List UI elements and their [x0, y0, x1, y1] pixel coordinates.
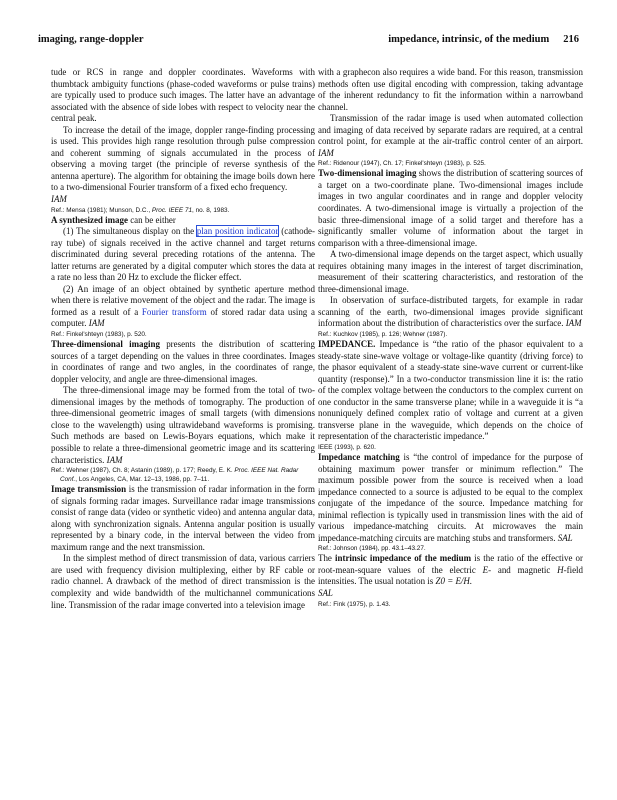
author-signature: IAM	[565, 318, 582, 329]
symbol-e: E	[482, 564, 489, 575]
entry-impedance	[318, 339, 583, 443]
author-signature: IAM	[51, 194, 67, 205]
reference-italic: Proc. IEEE 71	[151, 206, 193, 214]
reference-text: Ref.: Mensa (1981); Munson, D.C.,	[51, 206, 152, 214]
reference-line: Ref.: Fink (1975), p. 1.43.	[318, 600, 391, 608]
link-fourier-transform[interactable]: Fourier transform	[141, 306, 207, 317]
paragraph-text: (2) An image of an object obtained by synthetic aperture method when there is relative movement of the object and the radar. The image is formed as a result of a	[51, 283, 315, 317]
entry-text: is “the control of impedance for the purpose of obtaining maximum power transfer or minimum reflection.” The maximum possible power from the source is received when a load impedance connected to a source is adjusted to be equal to the complex conjugate of the impedance of the source. Impedance matching for minimal reflection is typically used in transmission lines with the aid of various impedance-matching circuits. At microwaves the main impedance-matching circuits are matching stubs and transformers.	[318, 451, 583, 543]
reference-line	[51, 206, 315, 215]
paragraph-text: In observation of surface-distributed targets, for example in radar scanning of the earth, two-dimensional images provide significant information about the distribution of characteristics over the surface.	[318, 295, 583, 329]
entry-text: - and magnetic	[488, 564, 558, 575]
paragraph-range-doppler-cont: tude or RCS in range and doppler coordinates. Waveforms with thumbtack ambiguity functions (phase-coded waveforms or pulse trains) are typically used to produce such images. The latter have an advantage associated with the absence of side lobes with respect to velocity near the central peak.	[51, 67, 315, 124]
paragraph-synthesized-1	[51, 226, 315, 284]
header-right-title: impedance, intrinsic, of the medium	[388, 34, 550, 45]
left-column	[51, 67, 315, 611]
entry-term: Two-dimensional imaging	[318, 168, 417, 179]
paragraph-text: To increase the detail of the image, doppler range-finding processing is used. This provides high range resolution through pulse compression and coherent summing of signals accumulated in the process of observing a moving target (the principle of reverse synthesis of the antenna aperture). The algorithm for obtaining the image boils down here to a two-dimensional Fourier transform of a fixed echo frequency.	[51, 124, 315, 193]
author-signature: SAL	[557, 532, 573, 543]
entry-text: The	[318, 553, 336, 564]
reference-line: Ref.: Ridenour (1947), Ch. 17; Finkel'shteyn (1983), p. 525.	[318, 160, 486, 168]
paragraph-image-transmission-2: In the simplest method of direct transmission of data, various carriers are used with frequency division multiplexing, either by RF cable or radio channel. A drawback of the method of direct transmission is the complexity and wide bandwidth of the multichannel communications line. Transmission of the radar image converted into a television image	[51, 553, 315, 610]
entry-synthesized-image	[51, 215, 315, 227]
page-number: 216	[563, 34, 579, 45]
author-signature: IAM	[106, 454, 123, 465]
paragraph-text: (cathode-ray tube) of signals received in the active channel and target returns discriminated during several preceding rotations of the antenna. The latter returns are generated by a digital computer which stores the data at a rate no less than 20 Hz to exclude the flicker effect.	[51, 226, 315, 283]
paragraph-doppler-processing	[51, 125, 315, 206]
paragraph-text: (1) The simultaneous display on the	[63, 226, 197, 237]
paragraph-transmission-cont: with a graphecon also requires a wide band. For this reason, transmission methods often use digital encoding with compression, taking advantage of the inherent redundancy to fit the information within a narrowband channel.	[318, 67, 583, 112]
paragraph-three-dimensional-2	[51, 385, 315, 466]
header-left: imaging, range-doppler	[38, 34, 144, 45]
entry-term: Image transmission	[51, 484, 127, 495]
paragraph-two-dimensional-3	[318, 295, 583, 330]
entry-term: Three-dimensional imaging	[51, 339, 160, 350]
entry-intrinsic-impedance	[318, 553, 583, 599]
entry-text: -field intensities. The usual notation is	[318, 564, 583, 587]
entry-two-dimensional-imaging	[318, 168, 583, 249]
paragraph-text: The three-dimensional image may be formed from the total of two-dimensional images by the methods of tomography. The production of three-dimensional geometric images of small targets (with dimensions close to the wavelength) using ultrawideband waveforms is promising. Such methods are based on Lewis-Boyars equations, which make it possible to relate a three-dimensional geometric image and its scattering characteristics.	[51, 385, 315, 465]
reference-text: , no. 8, 1983.	[192, 206, 230, 214]
author-signature: IAM	[318, 147, 334, 158]
running-header	[38, 34, 579, 48]
author-signature: SAL	[318, 587, 333, 598]
reference-line: Ref.: Johnson (1984), pp. 43.1–43.27.	[318, 545, 426, 553]
right-column	[318, 67, 583, 609]
entry-term: IMPEDANCE.	[318, 339, 376, 350]
entry-term: Impedance matching	[318, 451, 400, 462]
reference-line: Ref.: Kuchkov (1985), p. 126; Wehner (1987).	[318, 331, 448, 339]
reference-line	[51, 466, 315, 484]
entry-text: can be either	[127, 214, 176, 225]
reference-italic: Proc. IEEE Nat. Radar Conf.	[60, 467, 299, 484]
entry-text: is the transmission of radar information in the form of signals forming radar images. Surveillance radar image transmissions consist of range data (video or synthetic video) and antenna angular data, along with synchronization signals. Antenna angular position is usually represented by a binary code, in the interval between the video from maximum range and the next transmission.	[51, 484, 315, 552]
paragraph-synthesized-2	[51, 284, 315, 330]
formula: Z0 = E/H.	[435, 576, 473, 587]
entry-text: presents the distribution of scattering sources of a target depending on the values in three coordinates. Images in coordinates of range and two angles, in the coordinates of range, doppler velocity, and angle are three-dimensional images.	[51, 339, 315, 384]
paragraph-transmission-use	[318, 113, 583, 159]
reference-text: Ref.: Wehner (1987), Ch. 8; Astanin (1989), p. 177; Reedy, E. K.	[51, 467, 235, 475]
entry-term: intrinsic impedance of the medium	[335, 553, 472, 564]
paragraph-two-dimensional-2: A two-dimensional image depends on the target aspect, which usually requires obtaining many images in the interest of target discrimination, measurement of their scattering characteristics, and restoration of the three-dimensional image.	[318, 249, 583, 294]
entry-impedance-matching	[318, 452, 583, 544]
symbol-h: H	[557, 564, 564, 575]
author-signature: IAM	[88, 318, 105, 329]
entry-text: shows the distribution of scattering sources of a target on a two-coordinate plane. Two-dimensional images include images in two angular coordinates and in range and doppler velocity coordinates. A two-dimensional image is virtually a projection of the basic three-dimensional image of a solid target and therefore has a significantly smaller volume of information about the target in comparison with a three-dimensional image.	[318, 168, 583, 248]
entry-image-transmission	[51, 484, 315, 553]
header-right	[388, 34, 579, 45]
paragraph-text: of stored radar data using a computer.	[51, 306, 315, 329]
reference-line: Ref.: Finkel'shteyn (1983), p. 520.	[51, 331, 147, 339]
entry-text: Impedance is “the ratio of the phasor equivalent to a steady-state sine-wave voltage or voltage-like quantity (driving force) to the phasor equivalent of a steady-state sine-wave current or current-like quantity (response).” In a two-conductor transmission line it is: the ratio of the complex voltage between the conductors to the complex current on one conductor in the same transverse plane; while in a waveguide it is “a nonuniquely defined complex ratio of voltage and current at a given transverse plane in the waveguide, which depends on the choice of representation of the characteristic impedance.”	[318, 339, 583, 442]
reference-text: , Los Angeles, CA, Mar. 12–13, 1986, pp. 7–11.	[75, 476, 210, 484]
entry-term: A synthesized image	[51, 214, 128, 225]
paragraph-text: Transmission of the radar image is used when automated collection and imaging of data received by separate radars are required, at a central control point, for example at the air-traffic control center of an airport.	[318, 113, 583, 147]
reference-line: IEEE (1993), p. 620.	[318, 443, 376, 451]
link-plan-position-indicator[interactable]: plan position indicator	[196, 226, 279, 237]
entry-text: is the ratio of the effective or root-mean-square values of the electric	[318, 553, 583, 575]
entry-three-dimensional-imaging	[51, 339, 315, 385]
